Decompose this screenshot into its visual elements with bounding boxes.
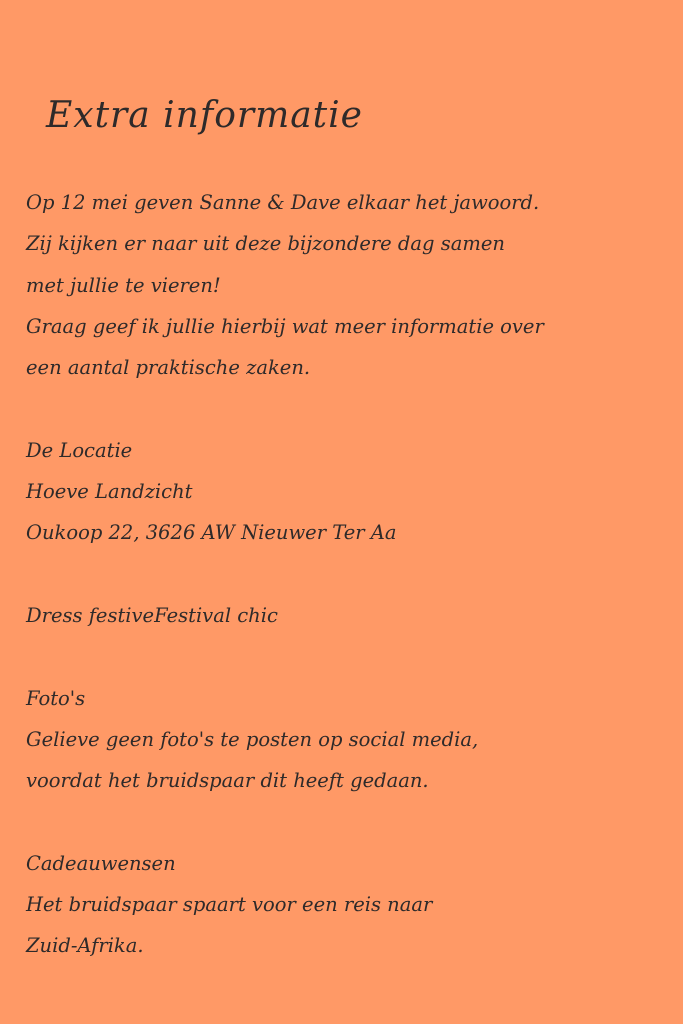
intro-line-3: met jullie te vieren! xyxy=(26,273,221,297)
photos-heading: Foto's xyxy=(26,686,86,710)
intro-line-4: Graag geef ik jullie hierbij wat meer informatie over xyxy=(26,314,544,338)
gifts-line-2: Zuid-Afrika. xyxy=(26,934,144,958)
spacer xyxy=(26,801,666,842)
intro-line-1: Op 12 mei geven Sanne & Dave elkaar het jawoord. xyxy=(26,191,540,214)
page-title: Extra informatie xyxy=(46,95,363,136)
location-heading: De Locatie xyxy=(26,438,133,462)
spacer xyxy=(26,636,666,677)
spacer xyxy=(26,388,666,429)
spacer xyxy=(26,554,666,595)
location-address: Oukoop 22, 3626 AW Nieuwer Ter Aa xyxy=(26,521,397,545)
gifts-line-1: Het bruidspaar spaart voor een reis naar xyxy=(26,893,433,917)
intro-line-5: een aantal praktische zaken. xyxy=(26,356,311,380)
location-name: Hoeve Landzicht xyxy=(26,480,193,504)
photos-line-1: Gelieve geen foto's te posten op social media, xyxy=(26,727,479,751)
intro-line-2: Zij kijken er naar uit deze bijzondere dag samen xyxy=(26,232,505,256)
dress-code: Dress festiveFestival chic xyxy=(26,603,278,627)
info-text xyxy=(26,182,666,967)
photos-line-2: voordat het bruidspaar dit heeft gedaan. xyxy=(26,769,429,793)
gifts-heading: Cadeauwensen xyxy=(26,851,176,875)
